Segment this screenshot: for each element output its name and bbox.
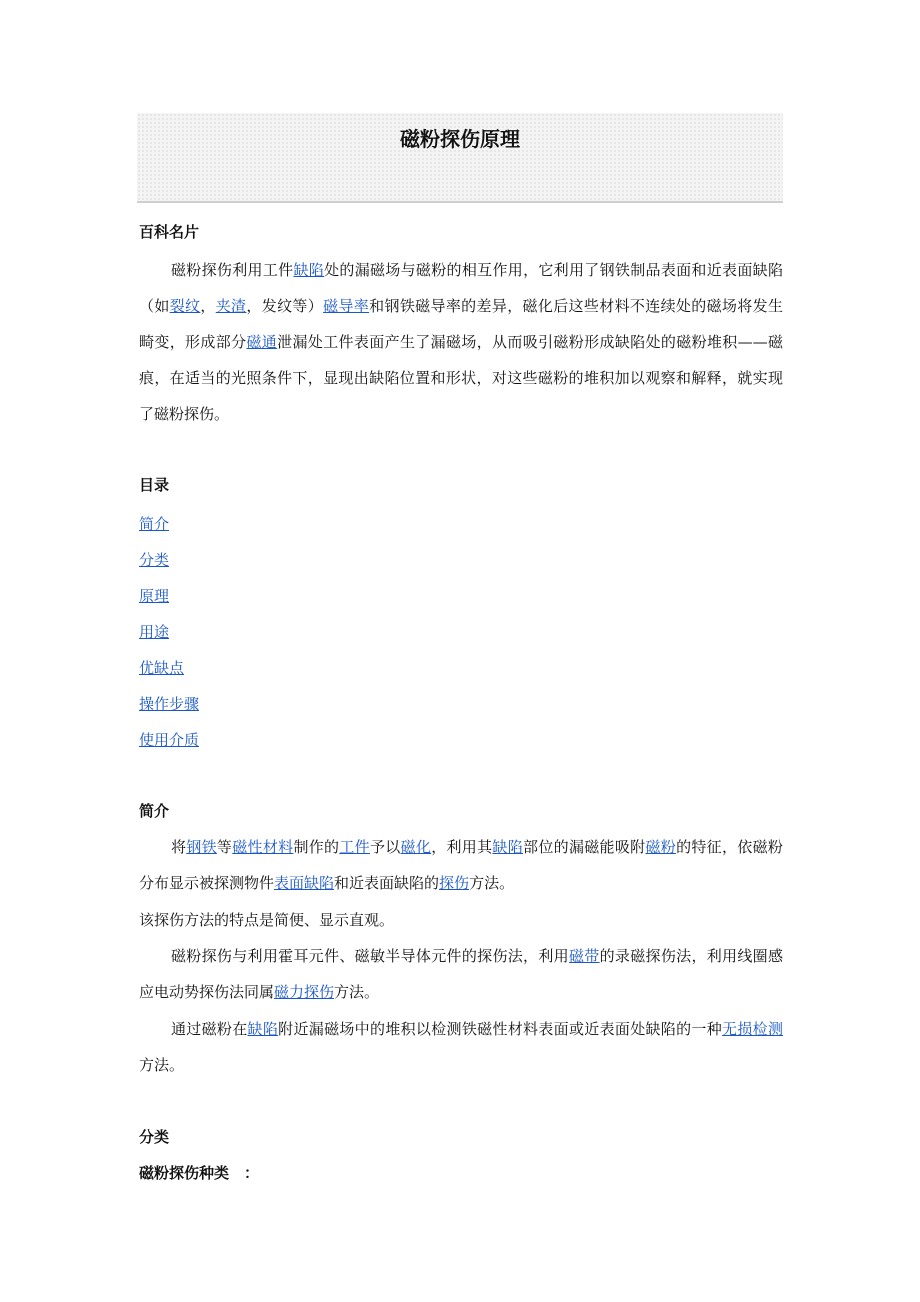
text-run: 部位的漏磁能吸附: [523, 838, 646, 856]
text-run: 将: [171, 838, 187, 856]
toc-item: [139, 686, 199, 722]
text-run: 通过磁粉在: [171, 1020, 248, 1038]
card-heading: 百科名片: [139, 223, 200, 241]
link-flaw-detection[interactable]: 探伤: [439, 874, 470, 892]
text-run: 等: [216, 838, 233, 856]
text-run: 处的漏磁场与磁粉的相互作用，它利用了钢铁制品表面和近表面缺陷（如: [139, 261, 783, 315]
text-run: 泄漏处工件表面产生了漏磁场，从而吸引磁粉形成缺陷处的磁粉堆积——磁痕，在适当的光照条件下，显现出缺陷位置和形状，对这些磁粉的堆积加以观察和解释，就实现了磁粉探伤。: [139, 333, 783, 423]
text-run: ，: [200, 297, 216, 315]
intro-paragraph-1: [139, 829, 783, 901]
text-run: 方法。: [469, 874, 515, 892]
toc-link-classify[interactable]: 分类: [139, 551, 170, 569]
toc-link-media[interactable]: 使用介质: [139, 731, 200, 749]
classify-heading: 分类: [139, 1128, 170, 1146]
toc-item: [139, 542, 199, 578]
toc-item: [139, 650, 199, 686]
text-run: 和钢铁磁导率的差异，磁化后这些材料不连续处的磁场将发生畸变，形成部分: [139, 297, 783, 351]
toc-item: [139, 578, 199, 614]
toc-heading: 目录: [139, 476, 170, 494]
link-magnetize[interactable]: 磁化: [400, 838, 432, 856]
intro-heading: 简介: [139, 802, 170, 820]
link-magnetic-tape[interactable]: 磁带: [568, 947, 600, 965]
text-run: 的特征，依磁粉分布显示被探测物件: [139, 838, 783, 892]
text-run: 磁粉探伤利用工件: [171, 261, 294, 279]
link-defect-2[interactable]: 缺陷: [492, 838, 524, 856]
toc-item: [139, 614, 199, 650]
text-run: ，发纹等）: [246, 297, 324, 315]
intro-paragraph-4: [139, 1011, 783, 1083]
toc-link-intro[interactable]: 简介: [139, 515, 170, 533]
link-workpiece[interactable]: 工件: [339, 838, 370, 856]
link-magnetic-flux[interactable]: 磁通: [246, 333, 278, 351]
text-run: 制作的: [293, 838, 340, 856]
table-of-contents: [139, 506, 199, 758]
classify-subheading: 磁粉探伤种类 ：: [139, 1164, 260, 1182]
text-run: 和近表面缺陷的: [334, 874, 440, 892]
intro-paragraph-2: 该探伤方法的特点是简便、显示直观。: [139, 911, 395, 929]
link-defect[interactable]: 缺陷: [293, 261, 325, 279]
title-banner: [137, 113, 783, 203]
link-magnetic-powder[interactable]: 磁粉: [645, 838, 677, 856]
link-steel[interactable]: 钢铁: [186, 838, 217, 856]
link-crack[interactable]: 裂纹: [169, 297, 201, 315]
toc-link-principle[interactable]: 原理: [139, 587, 170, 605]
link-ndt[interactable]: 无损检测: [722, 1020, 783, 1038]
card-paragraph: [139, 252, 783, 432]
link-defect-3[interactable]: 缺陷: [247, 1020, 279, 1038]
link-slag[interactable]: 夹渣: [215, 297, 247, 315]
text-run: ，利用其: [431, 838, 493, 856]
link-magnetic-material[interactable]: 磁性材料: [232, 838, 294, 856]
link-magnetic-testing[interactable]: 磁力探伤: [274, 983, 335, 1001]
text-run: 予以: [369, 838, 401, 856]
text-run: 磁粉探伤与利用霍耳元件、磁敏半导体元件的探伤法，利用: [171, 947, 569, 965]
link-surface-defect[interactable]: 表面缺陷: [274, 874, 335, 892]
intro-paragraph-3: [139, 938, 783, 1010]
text-run: 方法。: [334, 983, 380, 1001]
toc-link-usage[interactable]: 用途: [139, 623, 170, 641]
toc-item: [139, 722, 199, 758]
text-run: 附近漏磁场中的堆积以检测铁磁性材料表面或近表面处缺陷的一种: [278, 1020, 723, 1038]
toc-link-steps[interactable]: 操作步骤: [139, 695, 200, 713]
text-run: 的录磁探伤法，利用线圈感应电动势探伤法同属: [139, 947, 783, 1001]
link-permeability[interactable]: 磁导率: [323, 297, 370, 315]
page-title: 磁粉探伤原理: [400, 127, 520, 151]
text-run: 方法。: [139, 1056, 185, 1074]
toc-item: [139, 506, 199, 542]
toc-link-pros-cons[interactable]: 优缺点: [139, 659, 185, 677]
